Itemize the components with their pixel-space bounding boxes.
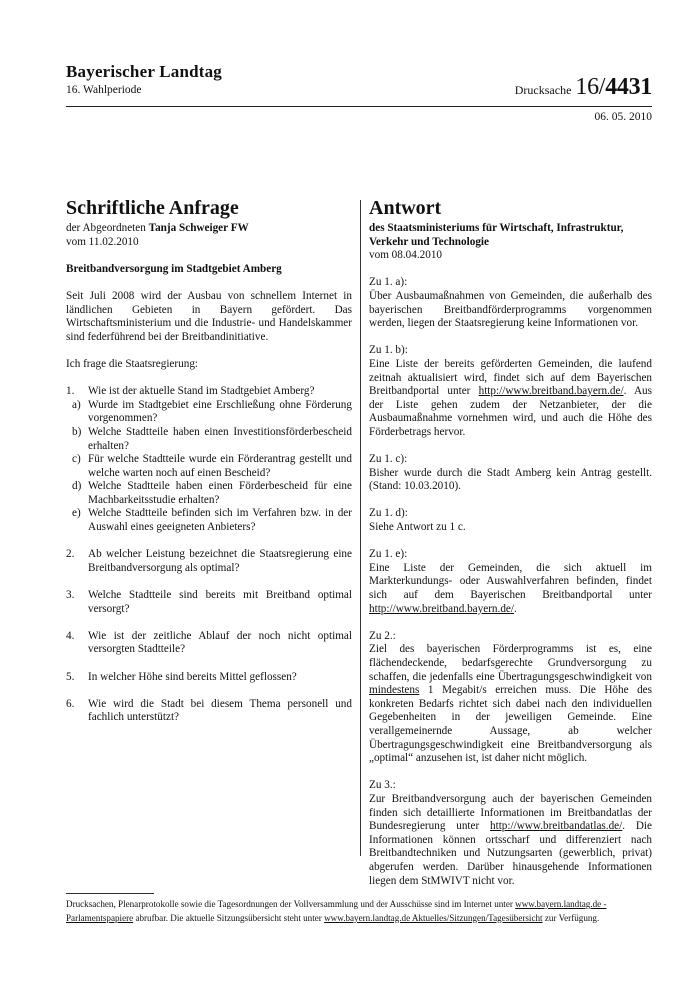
question-1e: e) Welche Stadtteile befinden sich im Verfahren bzw. in der Auswahl eines geeigneten Anbieters? <box>72 507 352 534</box>
answer-1e-text: Eine Liste der Gemeinden, die sich aktuell im Markterkundungs- oder Auswahlverfahren befinden, findet sich auf dem Bayerischen Breitbandportal unter http://www.breitband.bayern.de/. <box>369 561 652 615</box>
document-number <box>515 74 652 101</box>
inquiry-ask: Ich frage die Staatsregierung: <box>66 357 199 370</box>
answer-1c-text: Bisher wurde durch die Stadt Amberg kein Antrag gestellt. (Stand: 10.03.2010). <box>369 466 652 493</box>
answer-1b-heading: Zu 1. b): <box>369 344 408 357</box>
document-date: 06. 05. 2010 <box>594 111 652 123</box>
answer-1d-heading: Zu 1. d): <box>369 507 408 520</box>
answer-2-heading: Zu 2.: <box>369 629 396 642</box>
answer-title: Antwort <box>369 197 442 219</box>
header-rule <box>66 106 652 107</box>
question-1a: a) Wurde im Stadtgebiet eine Erschließung ohne Förderung vorgenommen? <box>72 398 352 425</box>
answer-2-text: Ziel des bayerischen Förderprogramms ist es, eine flächendeckende, bedarfsgerechte Grundversorgung zu schaffen, die jedenfalls eine Übertragungsgeschwindigkeit von mindestens 1 Megabit/s erreichen muss. Die Höhe des konkreten Bedarfs richtet sich dabei nach den individuellen Gegebenheiten in der jeweiligen Gemeinde. Eine verallgemeinernde Aussage, ab welcher Übertragungsgeschwindigkeit eine Breitbandversorgung als „optimal“ anzusehen ist, ist daher nicht möglich. <box>369 643 652 765</box>
inquiry-title: Schriftliche Anfrage <box>66 197 239 219</box>
breitband-portal-link[interactable]: http://www.breitband.bayern.de/ <box>478 385 624 398</box>
answer-1c-heading: Zu 1. c): <box>369 453 408 466</box>
answer-3-text: Zur Breitbandversorgung auch der bayerischen Gemeinden finden sich detaillierte Informationen im Breitbandatlas der Bundesregierung unter http://www.breitbandatlas.de/. Die Informationen können ortsscharf und differenziert nach Breitbandtechniken und Nutzungsarten (gewerblich, privat) abgerufen werden. Darüber hinausgehende Informationen liegen dem StMWIVT nicht vor. <box>369 792 652 887</box>
parliament-name: Bayerischer Landtag <box>66 62 223 81</box>
legislative-period: 16. Wahlperiode <box>66 84 142 96</box>
question-2: 2. Ab welcher Leistung bezeichnet die Staatsregierung eine Breitbandversorgung als optimal? <box>66 548 352 574</box>
question-1d: d) Welche Stadtteile haben einen Förderbescheid für eine Machbarkeitsstudie erhalten? <box>72 480 352 506</box>
question-6: 6. Wie wird die Stadt bei diesem Thema personell und fachlich unterstützt? <box>66 697 352 724</box>
drucksache-prefix: 16/ <box>575 74 606 100</box>
answer-date: vom 08.04.2010 <box>369 249 443 262</box>
inquiry-author: der Abgeordneten Tanja Schweiger FW <box>66 222 249 234</box>
answer-1a-heading: Zu 1. a): <box>369 276 408 289</box>
answer-1e-heading: Zu 1. e): <box>369 548 408 561</box>
breitbandatlas-link[interactable]: http://www.breitbandatlas.de/ <box>490 820 623 833</box>
question-5: 5. In welcher Höhe sind bereits Mittel geflossen? <box>66 670 297 683</box>
footer-note: Drucksachen, Plenarprotokolle sowie die Tagesordnungen der Vollversammlung und der Ausschüsse sind im Internet unter www.bayern.landtag.de - Parlamentspapiere abrufbar. Die aktuelle Sitzungsübersicht steht unter www.bayern.landtag.de Aktuelles/Sitzungen/Tagesübersicht zur Verfügung. <box>66 899 607 923</box>
question-1c: c) Für welche Stadtteile wurde ein Förderantrag gestellt und welche warten noch auf einen Bescheid? <box>72 453 352 479</box>
answer-ministry: des Staatsministeriums für Wirtschaft, Infrastruktur, Verkehr und Technologie <box>369 222 624 248</box>
question-1b: b) Welche Stadtteile haben einen Investitionsförderbescheid erhalten? <box>72 425 352 452</box>
question-3: 3. Welche Stadtteile sind bereits mit Breitband optimal versorgt? <box>66 589 352 615</box>
inquiry-date: vom 11.02.2010 <box>66 235 139 248</box>
answer-1d-text: Siehe Antwort zu 1 c. <box>369 521 466 534</box>
breitband-portal-link-2[interactable]: http://www.breitband.bayern.de/ <box>369 602 514 615</box>
question-4: 4. Wie ist der zeitliche Ablauf der noch nicht optimal versorgten Stadtteile? <box>66 629 352 656</box>
inquiry-column <box>66 196 352 725</box>
answer-1b-text: Eine Liste der bereits geförderten Gemeinden, die laufend zeitnah aktualisiert wird, findet sich auf dem Bayerischen Breitbandportal unter http://www.breitband.bayern.de/. Aus der Liste gehen zudem der Netzanbieter, der die Ausbaumaßnahme vornehmen wird, und auch die Höhe des Förderbetrags hervor. <box>369 357 652 438</box>
landtag-papers-link[interactable]: www.bayern.landtag.de - Parlamentspapiere <box>66 899 607 923</box>
column-separator <box>360 200 361 856</box>
inquiry-subject: Breitbandversorgung im Stadtgebiet Amberg <box>66 262 282 275</box>
drucksache-number: 4431 <box>605 74 652 100</box>
answer-column <box>369 196 652 888</box>
question-1: 1. Wie ist der aktuelle Stand im Stadtgebiet Amberg? <box>66 385 315 398</box>
landtag-sessions-link[interactable]: www.bayern.landtag.de Aktuelles/Sitzungen/Tagesübersicht <box>324 912 543 923</box>
answer-1a-text: Über Ausbaumaßnahmen von Gemeinden, die außerhalb des bayerischen Breitbandförderprogramms vorgenommen werden, liegen der Staatsregierung keine Informationen vor. <box>369 289 652 330</box>
footer-rule <box>66 893 154 894</box>
answer-3-heading: Zu 3.: <box>369 779 396 792</box>
inquiry-intro: Seit Juli 2008 wird der Ausbau von schnellem Internet in ländlichen Gebieten in Bayern gefördert. Das Wirtschaftsministerium und die Industrie- und Handelskammer sind federführend bei der Breitbandinitiative. <box>66 289 352 343</box>
drucksache-label: Drucksache <box>514 83 572 97</box>
